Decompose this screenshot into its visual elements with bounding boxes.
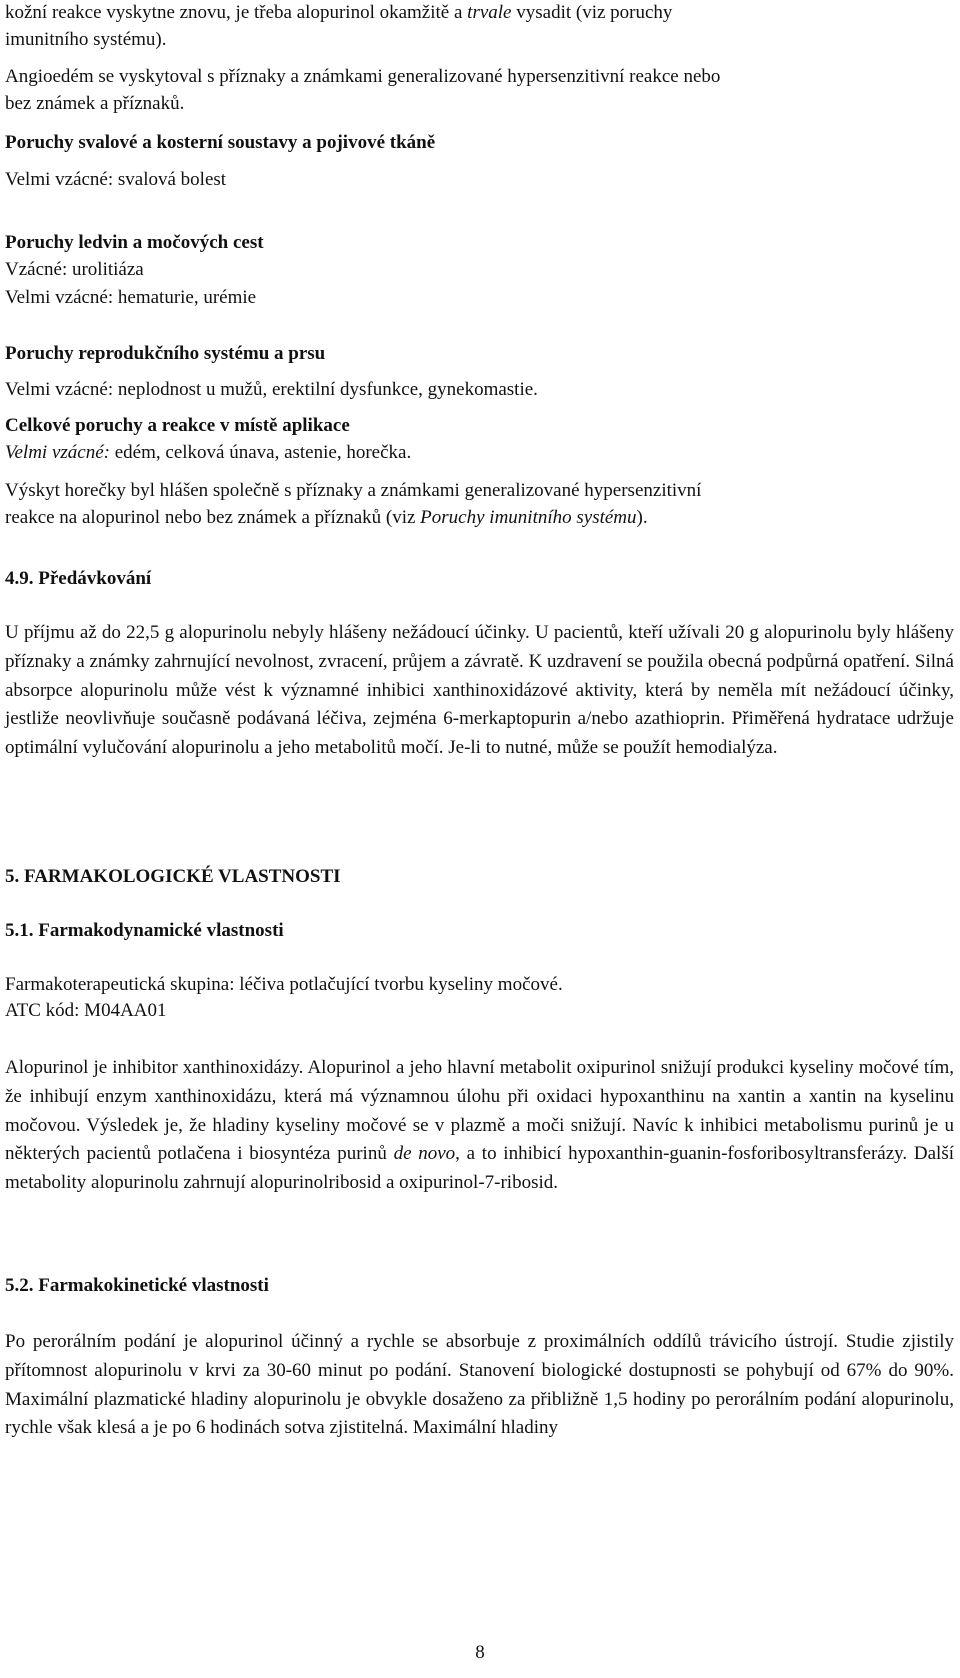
section-heading: Celkové poruchy a reakce v místě aplikace: [5, 415, 350, 436]
text-line: imunitního systému).: [5, 29, 167, 50]
section-heading: Poruchy ledvin a močových cest: [5, 232, 264, 253]
text-line: bez známek a příznaků.: [5, 93, 185, 114]
paragraph-overdose: U příjmu až do 22,5 g alopurinolu nebyly hlášeny nežádoucí účinky. U pacientů, kteří užívali 20 g alopurinolu byly hlášeny příznaky a známky zahrnující nevolnost, zvracení, průjem a závratě. K uzdravení se použila obecná podpůrná opatření. Silná absorpce alopurinolu může vést k významné inhibici xanthinoxidázové aktivity, která by neměla mít nežádoucí účinky, jestliže neovlivňuje současně podávaná léčiva, zejména 6-merkaptopurin a/nebo azathioprin. Přiměřená hydratace udržuje optimální vylučování alopurinolu a jeho metabolitů močí. Je-li to nutné, může se použít hemodialýza.: [5, 622, 954, 759]
section-heading: 4.9. Předávkování: [5, 568, 152, 589]
chapter-heading: 5. FARMAKOLOGICKÉ VLASTNOSTI: [5, 866, 341, 887]
text-line: Výskyt horečky byl hlášen společně s příznaky a známkami generalizované hypersenzitivní: [5, 480, 702, 501]
text-line: Velmi vzácné: svalová bolest: [5, 169, 227, 190]
text-line: ATC kód: M04AA01: [5, 1000, 167, 1021]
text-line: Velmi vzácné: edém, celková únava, astenie, horečka.: [5, 442, 412, 463]
paragraph-pharmacokinetics: Po perorálním podání je alopurinol účinný a rychle se absorbuje z proximálních oddílů trávicího ústrojí. Studie zjistily přítomnost alopurinolu v krvi za 30-60 minut po podání. Stanovení biologické dostupnosti se pohybují od 67% do 90%. Maximální plazmatické hladiny alopurinolu je obvykle dosaženo za přibližně 1,5 hodiny po perorálním podání alopurinolu, rychle však klesá a je po 6 hodinách sotva zjistitelná. Maximální hladiny: [5, 1331, 954, 1439]
page-number: 8: [475, 1642, 485, 1663]
section-heading: 5.1. Farmakodynamické vlastnosti: [5, 920, 284, 941]
text-line: reakce na alopurinol nebo bez známek a příznaků (viz Poruchy imunitního systému).: [5, 507, 648, 528]
text-line: Farmakoterapeutická skupina: léčiva potlačující tvorbu kyseliny močové.: [5, 974, 563, 995]
section-heading: Poruchy svalové a kosterní soustavy a pojivové tkáně: [5, 132, 436, 153]
paragraph-pharmacodynamics: Alopurinol je inhibitor xanthinoxidázy. Alopurinol a jeho hlavní metabolit oxipurinol snižují produkci kyseliny močové tím, že inhibují enzym xanthinoxidázu, která má významnou úlohu při oxidaci hypoxanthinu na xantin a xantin na kyselinu močovou. Výsledek je, že hladiny kyseliny močové se v plazmě a moči snižují. Navíc k inhibici metabolismu purinů je u některých pacientů potlačena i biosyntéza purinů de novo, a to inhibicí hypoxanthin-guanin-fosforibosyltransferázy. Další metabolity alopurinolu zahrnují alopurinolribosid a oxipurinol-7-ribosid.: [5, 1057, 954, 1194]
text-line: Velmi vzácné: neplodnost u mužů, erektilní dysfunkce, gynekomastie.: [5, 379, 538, 400]
text-line: Velmi vzácné: hematurie, urémie: [5, 287, 257, 308]
section-heading: Poruchy reprodukčního systému a prsu: [5, 343, 326, 364]
text-line: Vzácné: urolitiáza: [5, 259, 144, 280]
section-heading: 5.2. Farmakokinetické vlastnosti: [5, 1275, 269, 1296]
text-line: kožní reakce vyskytne znovu, je třeba alopurinol okamžitě a trvale vysadit (viz poruchy: [5, 2, 673, 23]
text-line: Angioedém se vyskytoval s příznaky a známkami generalizované hypersenzitivní reakce nebo: [5, 66, 721, 87]
